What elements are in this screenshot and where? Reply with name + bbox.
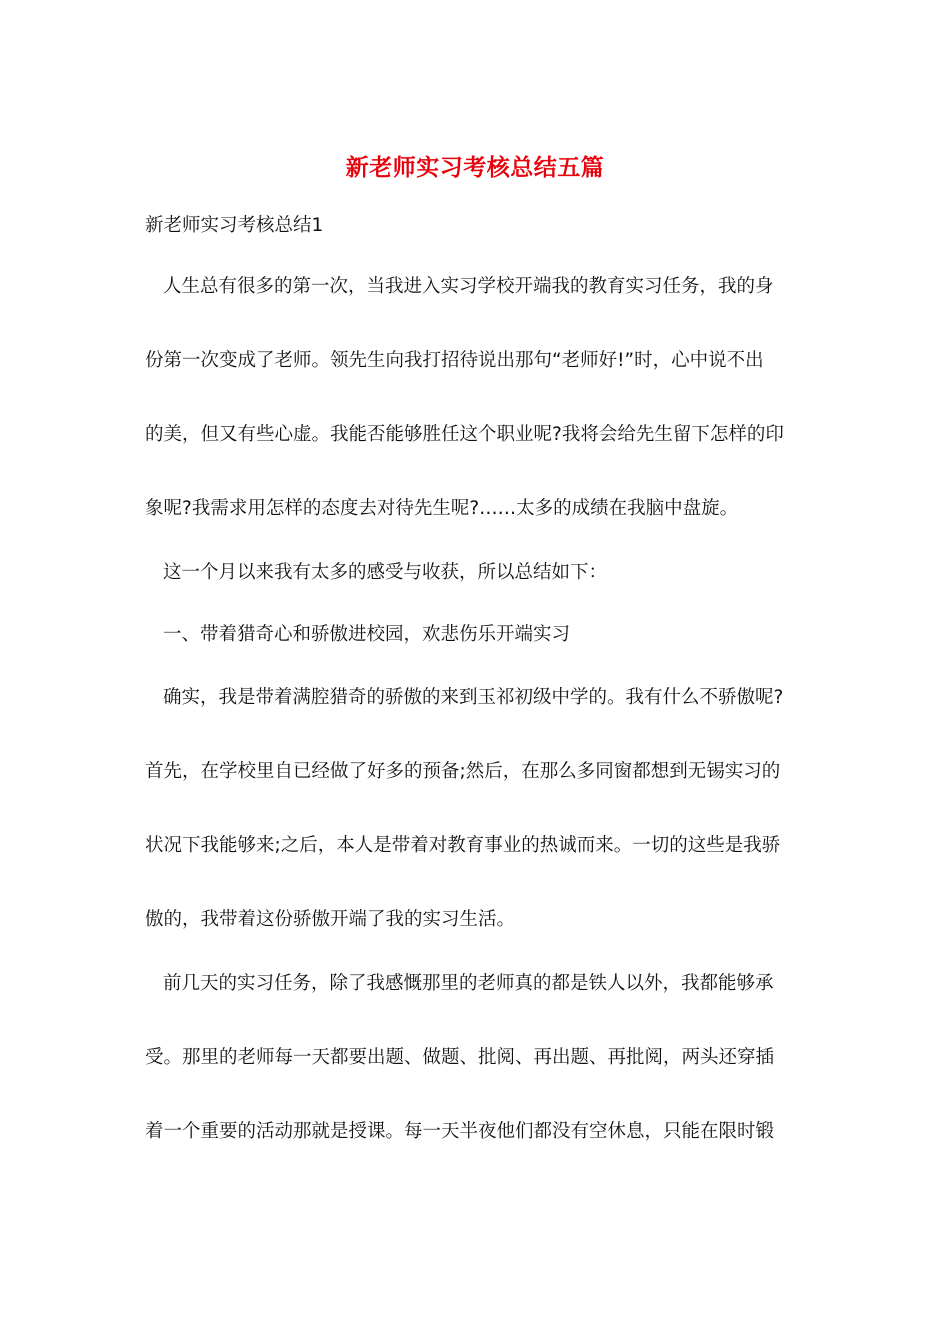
paragraph-line: 这一个月以来我有太多的感受与收获，所以总结如下： [163, 562, 608, 583]
subheading: 一、带着猎奇心和骄傲进校园，欢悲伤乐开端实习 [163, 624, 571, 645]
paragraph-line: 首先，在学校里自已经做了好多的预备;然后，在那么多同窗都想到无锡实习的 [145, 761, 781, 782]
paragraph-line: 象呢?我需求用怎样的态度去对待先生呢?……太多的成绩在我脑中盘旋。 [145, 498, 739, 519]
paragraph-line: 确实，我是带着满腔猎奇的骄傲的来到玉祁初级中学的。我有什么不骄傲呢? [163, 687, 784, 708]
section-heading: 新老师实习考核总结1 [145, 215, 324, 236]
paragraph-line: 受。那里的老师每一天都要出题、做题、批阅、再出题、再批阅，两头还穿插 [145, 1047, 775, 1068]
paragraph-line: 着一个重要的活动那就是授课。每一天半夜他们都没有空休息，只能在限时锻 [145, 1121, 775, 1142]
paragraph-line: 份第一次变成了老师。领先生向我打招待说出那句“老师好!”时，心中说不出 [145, 350, 764, 371]
paragraph-line: 傲的，我带着这份骄傲开端了我的实习生活。 [145, 909, 516, 930]
paragraph-line: 状况下我能够来;之后，本人是带着对教育事业的热诚而来。一切的这些是我骄 [145, 835, 781, 856]
paragraph-line: 人生总有很多的第一次，当我进入实习学校开端我的教育实习任务，我的身 [163, 276, 774, 297]
paragraph-line: 的美，但又有些心虚。我能否能够胜任这个职业呢?我将会给先生留下怎样的印 [145, 424, 784, 445]
document-title: 新老师实习考核总结五篇 [345, 154, 605, 181]
paragraph-line: 前几天的实习任务，除了我感慨那里的老师真的都是铁人以外，我都能够承 [163, 973, 774, 994]
